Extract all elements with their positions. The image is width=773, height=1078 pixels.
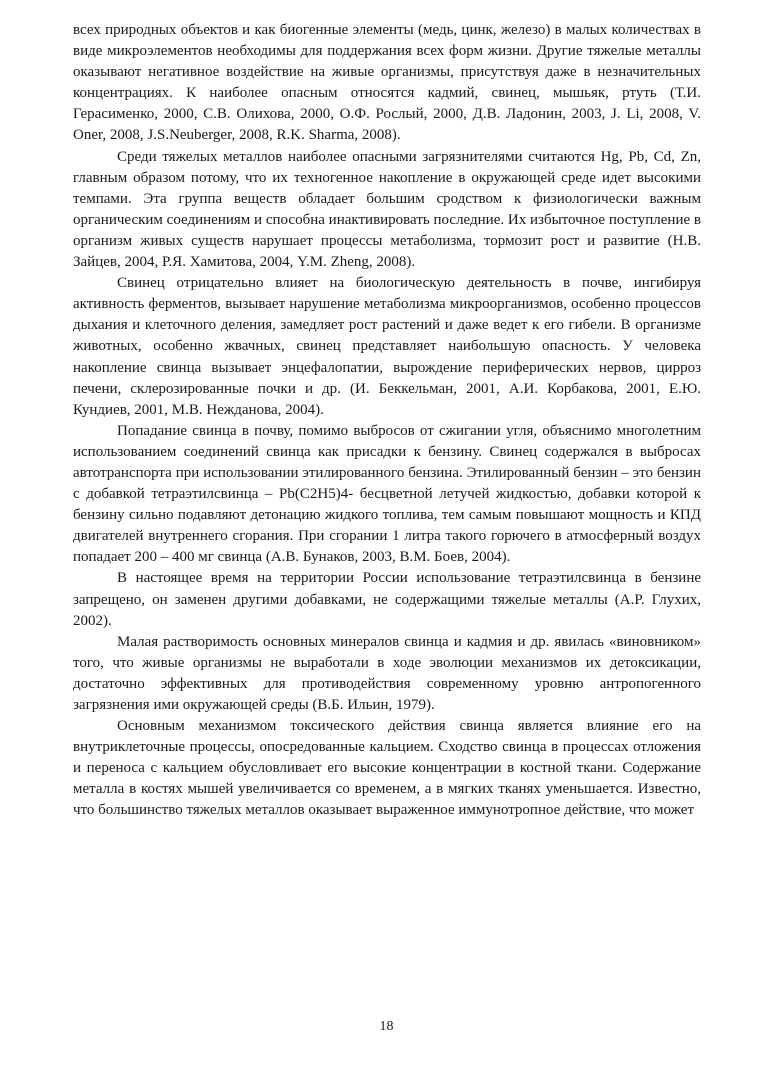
paragraph-2: Среди тяжелых металлов наиболее опасными загрязнителями считаются Hg, Pb, Cd, Zn, главным образом потому, что их техногенное накопление в окружающей среде идет высокими темпами. Эта группа веществ обладает большим сродством к физиологически важным органическим соединениям и способна инактивировать последние. Их избыточное поступление в организм живых существ нарушает процессы метаболизма, тормозит рост и развитие (Н.В. Зайцев, 2004, Р.Я. Хамитова, 2004, Y.M. Zheng, 2008). (73, 148, 701, 271)
paragraph-1: всех природных объектов и как биогенные элементы (медь, цинк, железо) в малых количествах в виде микроэлементов необходимы для поддержания всех форм жизни. Другие тяжелые металлы оказывают негативное воздействие на живые организмы, присутствуя даже в незначительных концентрациях. К наиболее опасным относятся кадмий, свинец, мышьяк, ртуть (Т.И. Герасименко, 2000, С.В. Олихова, 2000, О.Ф. Рослый, 2000, Д.В. Ладонин, 2003, J. Li, 2008, V. Oner, 2008, J.S.Neuberger, 2008, R.K. Sharma, 2008). (73, 22, 701, 144)
paragraph-4: Попадание свинца в почву, помимо выбросов от сжигании угля, объяснимо многолетним использованием соединений свинца как присадки к бензину. Свинец содержался в выбросах автотранспорта при использовании этилированного бензина. Этилированный бензин – это бензин с добавкой тетраэтилсвинца – Pb(C2H5)4- бесцветной летучей жидкостью, добавки которой к бензину сильно подавляют детонацию жидкого топлива, тем самым повышают мощность и КПД двигателей внутреннего сгорания. При сгорании 1 литра такого горючего в атмосферный воздух попадает 200 – 400 мг свинца (А.В. Бунаков, 2003, В.М. Боев, 2004). (73, 422, 701, 566)
page-body (73, 20, 701, 1060)
page-number: 18 (379, 1019, 394, 1034)
paragraph-5: В настоящее время на территории России использование тетраэтилсвинца в бензине запрещено, он заменен другими добавками, не содержащими тяжелые металлы (А.Р. Глухих, 2002). (73, 570, 701, 629)
paragraph-7: Основным механизмом токсического действия свинца является влияние его на внутриклеточные процессы, опосредованные кальцием. Сходство свинца в процессах отложения и переноса с кальцием обусловливает его высокие концентрации в костной ткани. Содержание металла в костях мышей увеличивается со временем, а в мягких тканях уменьшается. Известно, что большинство тяжелых металлов оказывает выраженное иммунотропное действие, что может (73, 718, 701, 819)
paragraph-6: Малая растворимость основных минералов свинца и кадмия и др. явилась «виновником» того, что живые организмы не выработали в ходе эволюции механизмов их детоксикации, достаточно эффективных для противодействия современному уровню антропогенного загрязнения ими окружающей среды (В.Б. Ильин, 1979). (73, 633, 701, 713)
paragraph-3: Свинец отрицательно влияет на биологическую деятельность в почве, ингибируя активность ферментов, вызывает нарушение метаболизма микроорганизмов, особенно процессов дыхания и клеточного деления, замедляет рост растений и даже ведет к его гибели. В организме животных, особенно жвачных, свинец представляет наибольшую опасность. У человека накопление свинца вызывает энцефалопатии, вырождение периферических нервов, цирроз печени, склерозированные почки и др. (И. Беккельман, 2001, А.И. Корбакова, 2001, Е.Ю. Кундиев, 2001, М.В. Нежданова, 2004). (73, 275, 701, 418)
